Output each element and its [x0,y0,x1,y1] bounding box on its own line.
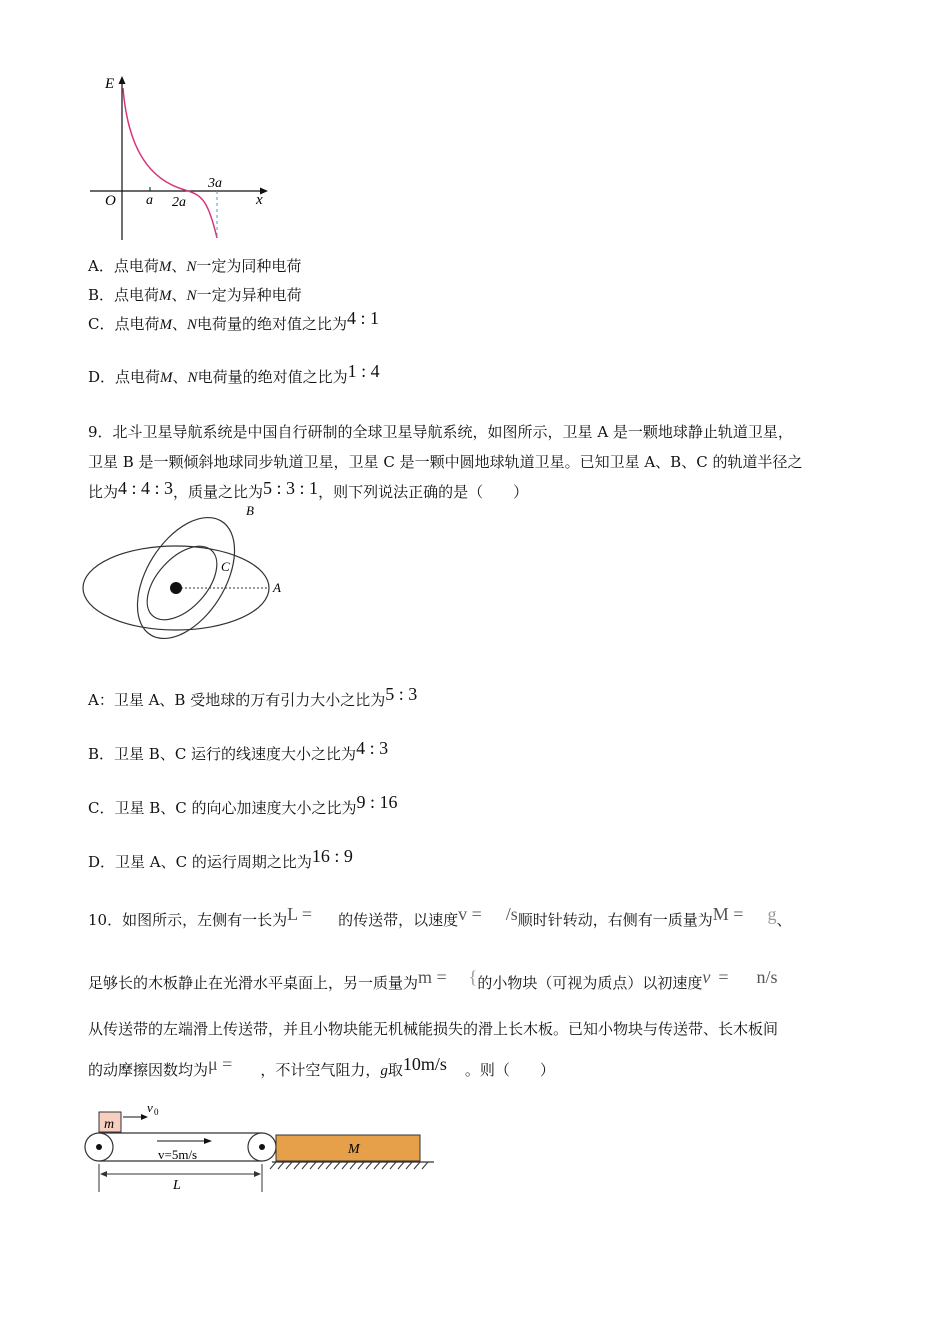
q8-ratio-d: 1 : 4 [347,361,380,381]
tick-3a-label: 3a [208,176,222,191]
q8-option-c: C．点电荷M、N电荷量的绝对值之比为4 : 1 [88,308,380,333]
q9-option-d: D．卫星 A、C 的运行周期之比为16 : 9 [88,846,353,871]
conveyor-figure [82,1100,442,1200]
radius-ratio: 4 : 4 : 3 [118,478,174,498]
q9-option-b: B．卫星 B、C 运行的线速度大小之比为4 : 3 [88,738,389,763]
q8-option-d: D．点电荷M、N电荷量的绝对值之比为1 : 4 [88,361,380,386]
length-right-arrow-icon [254,1171,261,1177]
q8-option-b: B．点电荷M、N一定为异种电荷 [88,286,302,304]
orbit-figure [80,500,300,660]
field-curve [123,88,217,238]
q10-line4: 的动摩擦因数均为μ = ，不计空气阻力，g取10m/s 。则（ ） [88,1054,555,1079]
q10-line2: 足够长的木板静止在光滑水平桌面上，另一质量为m = {的小物块（可视为质点）以初速度v = n/s [88,967,778,992]
x-axis-label: x [256,192,263,208]
q9-line1: 9．北斗卫星导航系统是中国自行研制的全球卫星导航系统，如图所示，卫星 A 是一颗地球静止轨道卫星， [88,423,793,441]
mass-ratio: 5 : 3 : 1 [263,478,319,498]
label-c: C [221,559,230,574]
q9-line3: 比为4 : 4 : 3，质量之比为5 : 3 : 1，则下列说法正确的是（ ） [88,478,529,501]
belt-speed-label: v=5m/s [158,1147,198,1162]
tick-a-label: a [146,193,153,208]
svg-text:M: M [348,1142,360,1157]
orbit-b [117,501,254,656]
length-label: L [173,1178,181,1193]
q10-line1: 10．如图所示，左侧有一长为L = 的传送带，以速度v = /s顺时针转动，右侧有一质量为M = g、 [88,904,792,929]
belt-direction-arrow-icon [204,1138,212,1144]
origin-label: O [105,193,116,209]
q8-ratio-c: 4 : 1 [347,308,380,328]
y-axis-label: E [105,76,115,92]
table-hatching [270,1162,428,1169]
earth [170,582,182,594]
q9-option-c: C．卫星 B、C 的向心加速度大小之比为9 : 16 [88,792,398,817]
v0-label: v [147,1100,153,1115]
q10-line3: 从传送带的左端滑上传送带，并且小物块能无机械能损失的滑上长木板。已知小物块与传送带、长木板间 [88,1020,779,1038]
field-graph [80,70,280,245]
label-a: A [273,580,281,595]
q9-line2: 卫星 B 是一颗倾斜地球同步轨道卫星，卫星 C 是一颗中圆地球轨道卫星。已知卫星 A、B、C 的轨道半径之 [88,453,803,471]
length-left-arrow-icon [100,1171,107,1177]
tick-2a-label: 2a [172,195,186,210]
q8-option-a: A．点电荷M、N一定为同种电荷 [88,257,302,275]
q9-option-a: A：卫星 A、B 受地球的万有引力大小之比为5 : 3 [88,684,418,709]
label-b: B [246,503,254,518]
svg-text:m: m [104,1117,115,1132]
v0-subscript: 0 [154,1107,159,1117]
y-axis-arrow-icon [119,76,126,84]
orbit-c [134,534,230,633]
